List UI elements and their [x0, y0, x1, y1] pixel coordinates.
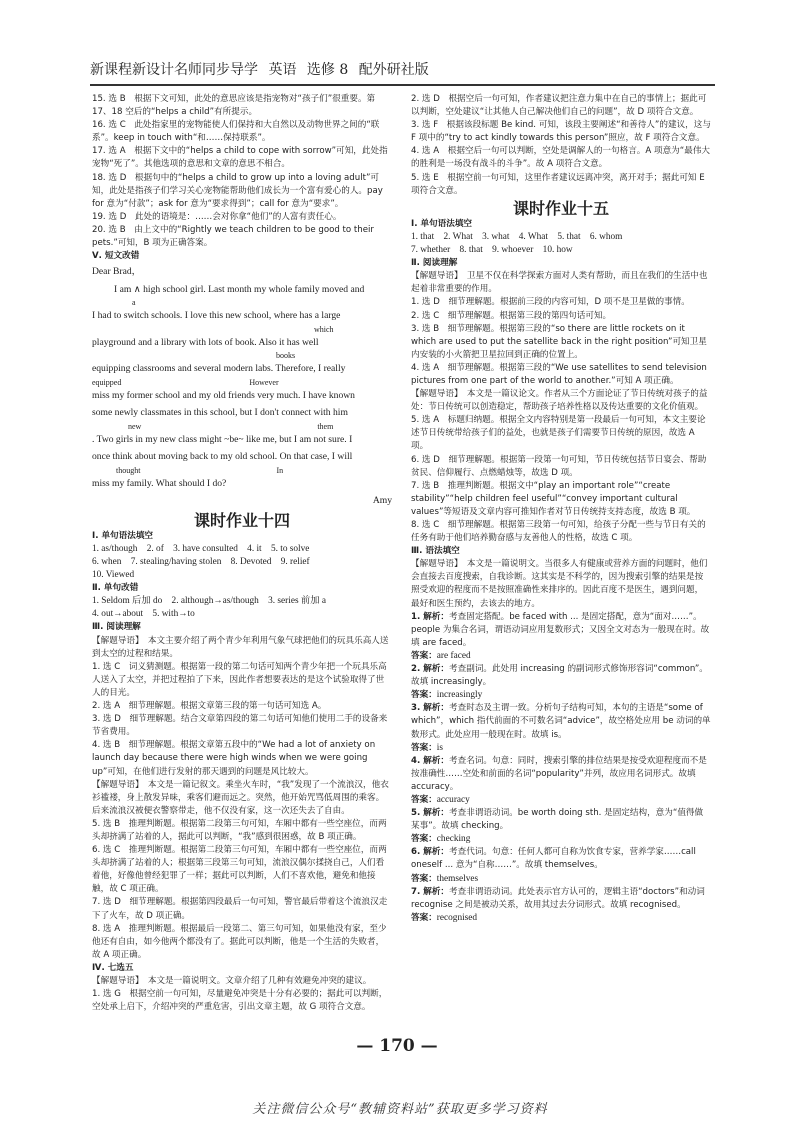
left-column — [92, 93, 392, 1014]
answer-line: 4. out→about 5. with→to — [92, 609, 195, 620]
explanation: 8. 选 A 推理判断题。根据最后一段第二、第三句可知，如果他没有家，至少他还有自由，如今他两个都没有了。据此可以判断，他是一个生活的失败者，故 A 项正确。 — [92, 923, 387, 960]
letter-line: I am ∧ high school girl. Last month my whole family moved and — [114, 283, 365, 295]
grammar-item: 4. 解析：考查名词。句意：同时，搜索引擎的排位结果是按受欢迎程度而不是按准确性……空处和前面的名词“popularity”并列，故应用名词形式。故填 accuracy。 — [411, 755, 707, 792]
footer-note: 关注微信公众号“教辅资料站”获取更多学习资料 — [252, 1102, 548, 1117]
letter-correction: which — [314, 324, 334, 334]
letter-line: equipping classrooms and several modern labs. Therefore, I really — [92, 363, 346, 375]
lesson-title-14: 课时作业十四 — [193, 510, 290, 530]
grammar-answer: 答案：are faced — [411, 650, 471, 661]
grammar-answer: 答案：is — [411, 742, 443, 753]
page-header — [90, 60, 715, 86]
explanation: 3. 选 D 细节理解题。结合文章第四段的第二句话可知他们使用二手的设备来节省费用。 — [92, 714, 388, 738]
explanation: 【解题导语】 本文主要介绍了两个青少年利用气象气球把他们的玩具乐高人送到太空的过程和结果。 — [92, 635, 389, 659]
explanation: 8. 选 C 细节理解题。根据第三段第一句可知，给孩子分配一些与节日有关的任务有助于他们培养勤奋感与友善他人的性格，故选 C 项。 — [411, 520, 706, 544]
grammar-item: 2. 解析：考查副词。此处用 increasing 的副词形式修饰形容词“common”。故填 increasingly。 — [411, 664, 708, 688]
answer-line: 15. 选 B 根据下文可知，此处的意思应该是指宠物对“孩子们”很重要。第 17、18 空后的“helps a child”有所提示。 — [92, 94, 376, 118]
page-number: — 170 — — [356, 1036, 438, 1056]
explanation: 7. 选 D 细节理解题。根据第四段最后一句可知，警官最后带着这个流浪汉走下了火车，故 D 项正确。 — [92, 897, 388, 921]
grammar-item: 5. 解析：考查非谓语动词。be worth doing sth. 是固定结构，意为“值得做某事”。故填 checking。 — [411, 808, 704, 832]
edition: 配外研社版 — [358, 62, 429, 78]
explanation: 4. 选 A 根据空后一句可以判断，空处是调解人的一句格言。A 项意为“最伟大的胜利是一场没有战斗的斗争”。故 A 项符合文意。 — [411, 146, 711, 170]
section-heading: Ⅴ. 短文改错 — [92, 251, 140, 262]
explanation: 6. 选 C 推理判断题。根据第二段第三句可知，车厢中都有一些空座位，而两头却挤满了站着的人；根据第三段第三句可知，流浪汉偶尔揉挠自己，人们看着他，好像他曾经犯罪了一样；据此可以判断，人们不喜欢他，避免和他接触，故 C 项正确。 — [92, 845, 387, 895]
grammar-items — [411, 611, 711, 925]
explanation: 1. 选 D 细节理解题。根据前三段的内容可知，D 项不是卫星做的事情。 — [411, 297, 690, 308]
subject: 英语 — [268, 62, 297, 78]
section-heading: Ⅱ. 单句改错 — [92, 583, 139, 594]
answer-line: 20. 选 B 由上文中的“Rightly we teach children to be good to their pets.”可知，B 项为正确答案。 — [92, 224, 374, 249]
explanation: 2. 选 C 细节理解题。根据第三段的第四句话可知。 — [411, 310, 612, 321]
section-heading: Ⅲ. 阅读理解 — [92, 622, 141, 633]
grammar-item: 1. 解析：考查固定搭配。be faced with ... 是固定搭配，意为“面对……”。people 为集合名词，谓语动词应用复数形式；又因全文对态为一般现在时。故填 are faced。 — [411, 611, 710, 648]
grammar-answer: 答案：checking — [411, 834, 471, 845]
letter-line: miss my family. What should I do? — [92, 477, 227, 489]
signature: Amy — [372, 495, 392, 507]
letter-correction: thought In — [116, 465, 284, 475]
lesson-title-15: 课时作业十五 — [512, 198, 609, 218]
answer-line: 6. when 7. stealing/having stolen 8. Devoted 9. relief — [92, 557, 310, 567]
explanation: 【解题导语】 本文是一篇说明文。当很多人有健康或营养方面的问题时，他们会直接去百度搜索，自我诊断。这其实是不科学的，因为搜索引擎的结果是按照受欢迎的程度而不是按照准确性来排序的。因此百度不是医生，遇到问题，最好和医生预约，去该去的地方。 — [411, 559, 708, 609]
book-title: 新课程新设计名师同步导学 — [90, 62, 258, 78]
explanation: 5. 选 E 根据空前一句可知，这里作者建议远离冲突，离开对手；据此可知 E 项符合文意。 — [411, 172, 705, 196]
section-heading: Ⅳ. 七选五 — [92, 962, 134, 973]
grammar-answer: 答案：increasingly — [411, 690, 483, 701]
letter-correction: a — [132, 298, 136, 308]
answer-line: 19. 选 D 此处的语境是：……会对你拿“他们”的人富有责任心。 — [92, 211, 342, 222]
explanation: 5. 选 A 标题归纳题。根据全文内容特别是第一段最后一句可知，本文主要论述节日传统带给孩子们的益处，也就是孩子们需要节日传统的原因，故选 A 项。 — [411, 415, 706, 452]
explanation: 【解题导语】 本文是一篇议论文。作者从三个方面论证了节日传统对孩子的益处：节日传统可以创造稳定，帮助孩子培养性格以及传达重要的文化价值观。 — [411, 389, 708, 413]
explanation: 6. 选 D 细节理解题。根据第一段第一句可知，节日传统包括节日宴会、帮助贫民、信仰履行、点燃蜡烛等，故选 D 项。 — [411, 454, 707, 478]
explanation: 2. 选 A 细节理解题。根据文章第三段的第一句话可知选 A。 — [92, 701, 327, 712]
answer-line: 1. that 2. What 3. what 4. What 5. that 6. whom — [411, 231, 623, 242]
letter-line: I had to switch schools. I love this new school, where has a large — [92, 310, 341, 322]
section-heading: Ⅲ. 语法填空 — [411, 546, 460, 557]
explanation: 4. 选 B 细节理解题。根据文章第五段中的“We had a lot of anxiety on launch day because there were high winds when we were going up”可知，在他们进行发射的那天遇到的问题是风比较大。 — [92, 740, 376, 777]
letter-line: once think about moving back to my old school. On that case, I will — [92, 451, 353, 463]
explanation: 1. 选 G 根据空前一句可知，尽量避免冲突是十分有必要的；据此可以判断，空处承上启下，介绍冲突的严重危害，引出文章主题，故 G 项符合文意。 — [92, 989, 388, 1013]
explanation: 3. 选 B 细节理解题。根据第三段的“so there are little rockets on it which are used to put the satellite back in the right position”可知卫星内安装的小火箭把卫星拉回到正确的位置上。 — [411, 323, 707, 360]
letter-line: some newly classmates in this school, but I don't connect with him — [92, 407, 348, 419]
error-correction-letter — [92, 263, 392, 510]
right-column — [411, 93, 711, 925]
grammar-item: 7. 解析：考查非谓语动词。此处表示官方认可的，逻辑主语“doctors”和动词 recognise 之间是被动关系，故用其过去分词形式。故填 recognised。 — [411, 886, 705, 910]
section-heading: Ⅰ. 单句语法填空 — [411, 218, 473, 229]
explanation: 1. 选 C 词义猜测题。根据第一段的第二句话可知两个青少年把一个玩具乐高人送入了太空，并把过程拍了下来，因此作者想要表达的是这个试验取得了世人的目光。 — [92, 661, 387, 698]
letter-line: miss my former school and my old friends very much. I have known — [92, 389, 355, 401]
explanation: 7. 选 B 推理判断题。根据文中“play an important role”“create stability”“help children feel useful”“convey important cultural values”等短语及文章内容可推知作者对节日传统持支持态度，故选 B 项。 — [411, 480, 696, 517]
explanation: 【解题导语】 卫星不仅在科学探索方面对人类有帮助，而且在我们的生活中也起着非常重要的作用。 — [411, 271, 708, 295]
grammar-item: 3. 解析：考查时态及主谓一致。分析句子结构可知，本句的主语是“some of which”，which 指代前面的不可数名词“advice”，故空格处应用 be 动词的单数形式。此处应用一般现在时。故填 is。 — [411, 703, 711, 740]
explanation: 3. 选 F 根据该段标题 Be kind. 可知，该段主要阐述“和善待人”的建议，这与 F 项中的“try to act kindly towards this person”照应，故 F 项符合文意。 — [411, 120, 711, 144]
section-heading: Ⅰ. 单句语法填空 — [92, 530, 154, 541]
answer-line: 10. Viewed — [92, 570, 135, 581]
grammar-answer: 答案：themselves — [411, 873, 479, 884]
answer-line: 16. 选 C 此处指家里的宠物能使人们保持和大自然以及动物世界之间的“联系”。keep in touch with“和……保持联系”。 — [92, 120, 380, 144]
explanation: 【解题导语】 本文是一篇记叙文。乘坐火车时，“我”发现了一个流浪汉，他衣衫褴褛，身上散发异味，乘客们避而远之。突然，他开始咒骂低周围的乘客。后来流浪汉被便衣警察带走，他不仅没有家，这一次还失去了自由。 — [92, 779, 389, 816]
grammar-answer: 答案：recognised — [411, 912, 478, 923]
answer-line: 7. whether 8. that 9. whoever 10. how — [411, 245, 573, 256]
explanation: 5. 选 B 推理判断题。根据第二段第三句可知，车厢中都有一些空座位，而两头却挤满了站着的人，据此可以判断，“我”感到很困惑，故 B 项正确。 — [92, 818, 387, 842]
answer-line: 1. Seldom 后加 do 2. although→as/though 3. series 前加 a — [92, 596, 326, 607]
grammar-answer: 答案：accuracy — [411, 794, 470, 805]
letter-correction: books — [276, 351, 296, 361]
answer-line: 1. as/though 2. of 3. have consulted 4. it 5. to solve — [92, 543, 310, 554]
explanation: 4. 选 A 细节理解题。根据第三段的“We use satellites to send television pictures from one part of the world to another.”可知 A 项正确。 — [411, 362, 707, 386]
explanation: 2. 选 D 根据空后一句可知，作者建议把注意力集中在自己的事情上；据此可以判断，空处建议“让其他人自己解决他们自己的问题”，故 D 项符合文意。 — [411, 94, 707, 118]
explanation: 【解题导语】 本文是一篇说明文。文章介绍了几种有效避免冲突的建议。 — [92, 976, 372, 986]
section-heading: Ⅱ. 阅读理解 — [411, 258, 458, 269]
answer-line: 17. 选 A 根据下文中的“helps a child to cope with sorrow”可知，此处指宠物“死了”。其他选项的意思和文章的意思不相合。 — [92, 146, 388, 170]
grammar-item: 6. 解析：考查代词。句意：任何人都可自称为饮食专家，营养学家……call oneself ... 意为“自称……”。故填 themselves。 — [411, 847, 696, 871]
letter-line: playground and a library with lots of book. Also it has well — [92, 336, 319, 348]
letter-line: . Two girls in my new class might ~be~ like me, but I am not sure. I — [92, 433, 353, 445]
letter-correction: equipped However — [92, 377, 279, 387]
letter-correction: new them — [128, 421, 334, 431]
answer-line: 18. 选 D 根据句中的“helps a child to grow up into a loving adult”可知，此处是指孩子们学习关心宠物能帮助他们成长为一个富有爱心的人。pay for 意为“付款”；ask for 意为“要求得到”；call for 意为“要求”。 — [92, 172, 383, 209]
volume: 选修 8 — [306, 62, 349, 78]
letter-line: Dear Brad， — [92, 266, 142, 278]
